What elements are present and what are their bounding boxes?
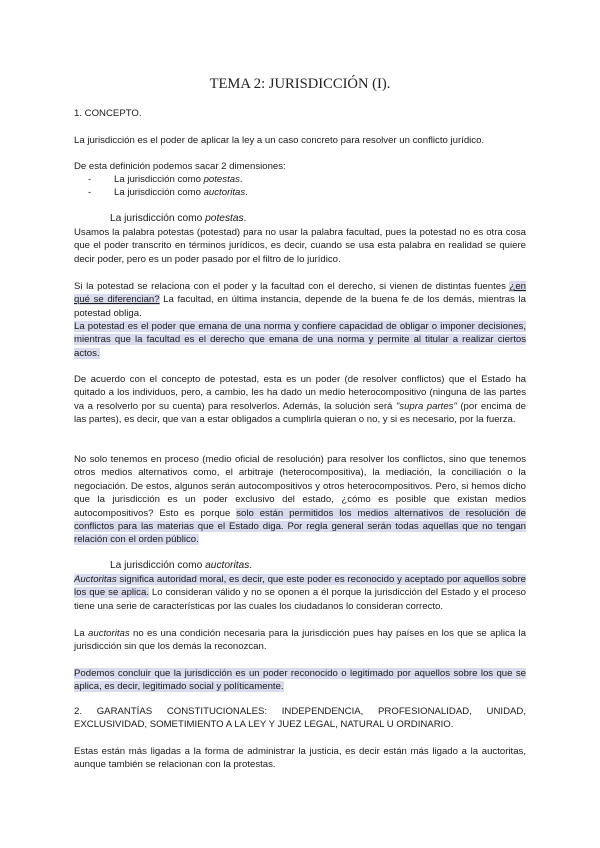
list-item: - La jurisdicción como potestas.: [88, 174, 243, 185]
paragraph-potestas: Usamos la palabra potestas (potestad) para no usar la palabra facultad, pues la potestad no es otra cosa que el poder transcrito en términos jurídicos, es decir, cuando se usa esta palabra en realidad se quiere decir poder, pero es un poder pasado por el filtro de lo jurídico.: [74, 227, 526, 265]
subheading-potestas: La jurisdicción como potestas.: [110, 213, 247, 224]
paragraph-medios: No solo tenemos en proceso (medio oficial de resolución) para resolver los conflictos, sino que tenemos otros medios alternativos como, el arbitraje (heterocompositiva), la mediación, la conciliación o la negociación. De estos, algunos serán autocompositivos y otros heterocompositivos. Pero, si hemos dicho que la jurisdicción es un poder exclusivo del estado, ¿cómo es posible que existan medios autocompositivos? Esto es porque solo están permitidos los medios alternativos de resolución de conflictos para las materias que el Estado diga. Por regla general serán todas aquellas que no tengan relación con el orden público.: [74, 454, 527, 546]
subheading-auctoritas: La jurisdicción como auctoritas.: [110, 560, 253, 571]
page-title: TEMA 2: JURISDICCIÓN (I).: [209, 76, 391, 92]
section-heading-garantias: 2. GARANTÍAS CONSTITUCIONALES: INDEPENDENCIA, PROFESIONALIDAD, UNIDAD, EXCLUSIVIDAD, SOMETIMIENTO A LA LEY Y JUEZ LEGAL, NATURAL U ORDINARIO.: [74, 706, 526, 731]
list-item: - La jurisdicción como auctoritas.: [88, 187, 248, 199]
list-dash: -: [88, 187, 92, 199]
emphasis-supra-partes: "supra partes": [395, 400, 457, 412]
emphasis-auctoritas: auctoritas: [203, 187, 246, 199]
paragraph-garantias: Estas están más ligadas a la forma de administrar la justicia, es decir están más ligado a la auctoritas, aunque también se relacionan con la protestas.: [74, 746, 526, 771]
highlighted-text: solo están permitidos los medios alternativos de resolución de conflictos para las materias que el Estado diga. Por regla general serán todas aquellas que no tengan relación con el orden público.: [74, 507, 527, 546]
emphasis-potestas: potestas: [203, 174, 240, 185]
paragraph-conclusion: [74, 667, 526, 694]
paragraph-concept: De acuerdo con el concepto de potestad, esta es un poder (de resolver conflictos) que el Estado ha quitado a los individuos, pero, a cambio, les ha dado un medio heterocompositivo (ninguna de las partes va a resolverlo por su cuenta) para resolverlos. Además, la solución será "supra partes" (por encima de las partes), es decir, que van a estar obligados a cumplirla quieran o no, y si es necesario, por la fuerza.: [74, 374, 526, 426]
highlighted-text: Podemos concluir que la jurisdicción es un poder reconocido o legitimado por aquellos sobre los que se aplica, es decir, legitimado social y políticamente.: [74, 668, 526, 693]
paragraph-dimensions-intro: De esta definición podemos sacar 2 dimensiones:: [74, 161, 286, 172]
paragraph-relation: Si la potestad se relaciona con el poder y la facultad con el derecho, si vienen de distintas fuentes ¿en qué se diferencian? La facultad, en última instancia, depende de la buena fe de los demás, mientras la potestad obliga.: [74, 281, 526, 319]
section-heading-concepto: 1. CONCEPTO.: [74, 108, 142, 119]
highlighted-text: Auctoritas significa autoridad moral, es decir, que este poder es reconocido y aceptado por aquellos sobre los que se aplica.: [74, 574, 526, 599]
dimensions-list: [88, 173, 248, 200]
paragraph-auctoritas-condition: La auctoritas no es una condición necesaria para la jurisdicción pues hay países en los que se aplica la jurisdicción sin que los demás la reconozcan.: [74, 628, 526, 653]
highlighted-question: ¿en qué se diferencian?: [74, 281, 526, 306]
highlighted-text: La potestad es el poder que emana de una norma y confiere capacidad de obligar o imponer decisiones, mientras que la facultad es el derecho que emana de una norma y permite al titular a realizar ciertos actos.: [74, 321, 526, 359]
paragraph-highlight-potestad: [74, 320, 526, 360]
paragraph-auctoritas: Auctoritas significa autoridad moral, es decir, que este poder es reconocido y aceptado por aquellos sobre los que se aplica. Lo consideran válido y no se oponen a él porque la jurisdicción del Estado y el proceso tiene una serie de características por las cuales los ciudadanos lo consideran correcto.: [74, 574, 526, 612]
list-dash: -: [88, 174, 92, 185]
paragraph-definition: La jurisdicción es el poder de aplicar la ley a un caso concreto para resolver un conflicto jurídico.: [74, 135, 485, 146]
